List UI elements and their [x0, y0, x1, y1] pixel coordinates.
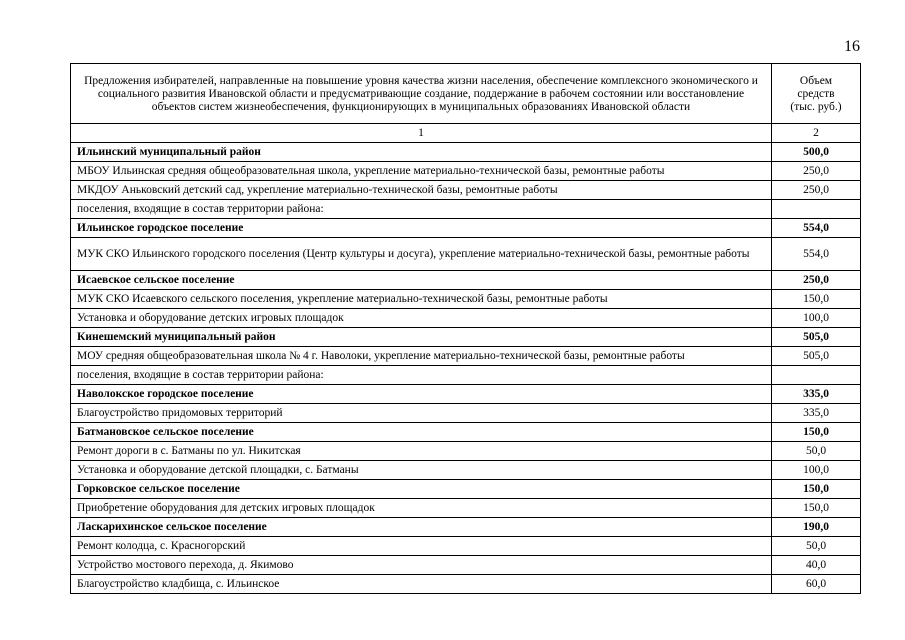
- table-row: [71, 271, 861, 290]
- table-row: [71, 347, 861, 366]
- row-text: Благоустройство придомовых территорий: [71, 404, 772, 423]
- column-number-2: 2: [772, 124, 861, 143]
- row-text: Кинешемский муниципальный район: [71, 328, 772, 347]
- row-text: Исаевское сельское поселение: [71, 271, 772, 290]
- row-value: 150,0: [772, 290, 861, 309]
- header-volume-line2: средств: [797, 87, 835, 100]
- row-text: поселения, входящие в состав территории района:: [71, 200, 772, 219]
- row-value: 250,0: [772, 162, 861, 181]
- table-row: [71, 238, 861, 271]
- table-row: [71, 442, 861, 461]
- table-row: [71, 143, 861, 162]
- header-volume-line1: Объем: [799, 74, 833, 87]
- table-row: [71, 461, 861, 480]
- row-value: 150,0: [772, 499, 861, 518]
- row-value: 50,0: [772, 442, 861, 461]
- row-value: 40,0: [772, 556, 861, 575]
- row-value: 505,0: [772, 347, 861, 366]
- row-value: 100,0: [772, 309, 861, 328]
- row-text: Горковское сельское поселение: [71, 480, 772, 499]
- table-header-row: [71, 64, 861, 124]
- row-text: МУК СКО Исаевского сельского поселения, укрепление материально-технической базы, ремонтные работы: [71, 290, 772, 309]
- row-value: 190,0: [772, 518, 861, 537]
- row-text: МБОУ Ильинская средняя общеобразовательная школа, укрепление материально-технической базы, ремонтные работы: [71, 162, 772, 181]
- page-number: 16: [844, 38, 860, 55]
- row-value: 554,0: [772, 219, 861, 238]
- table-row: [71, 575, 861, 594]
- header-proposals: Предложения избирателей, направленные на повышение уровня качества жизни населения, обеспечение комплексного экономического и социального развития Ивановской области и предусматривающие создание, поддержание в рабочем состоянии или восстановление объектов систем жизнеобеспечения, функционирующих в муниципальных образованиях Ивановской области: [71, 64, 772, 124]
- row-value: 554,0: [772, 238, 861, 271]
- row-text: Ремонт дороги в с. Батманы по ул. Никитская: [71, 442, 772, 461]
- row-value: 335,0: [772, 404, 861, 423]
- header-volume-line3: (тыс. руб.): [790, 100, 842, 113]
- row-value: 505,0: [772, 328, 861, 347]
- row-value: [772, 200, 861, 219]
- row-value: 335,0: [772, 385, 861, 404]
- column-number-row: [71, 124, 861, 143]
- table-row: [71, 499, 861, 518]
- row-value: 150,0: [772, 423, 861, 442]
- table-row: [71, 328, 861, 347]
- row-value: 60,0: [772, 575, 861, 594]
- column-number-1: 1: [71, 124, 772, 143]
- row-value: 500,0: [772, 143, 861, 162]
- table-row: [71, 404, 861, 423]
- table-row: [71, 162, 861, 181]
- row-value: 250,0: [772, 271, 861, 290]
- row-text: Ласкарихинское сельское поселение: [71, 518, 772, 537]
- table-row: [71, 290, 861, 309]
- proposals-table: [70, 63, 861, 594]
- row-text: Устройство мостового перехода, д. Якимово: [71, 556, 772, 575]
- table-row: [71, 518, 861, 537]
- row-value: 250,0: [772, 181, 861, 200]
- table-row: [71, 480, 861, 499]
- table-row: [71, 200, 861, 219]
- row-text: поселения, входящие в состав территории района:: [71, 366, 772, 385]
- row-text: Наволокское городское поселение: [71, 385, 772, 404]
- header-volume: [772, 64, 861, 124]
- row-text: МУК СКО Ильинского городского поселения (Центр культуры и досуга), укрепление материально-технической базы, ремонтные работы: [71, 238, 772, 271]
- row-text: Ремонт колодца, с. Красногорский: [71, 537, 772, 556]
- row-value: [772, 366, 861, 385]
- row-text: Ильинское городское поселение: [71, 219, 772, 238]
- row-text: МОУ средняя общеобразовательная школа № 4 г. Наволоки, укрепление материально-технической базы, ремонтные работы: [71, 347, 772, 366]
- table-row: [71, 181, 861, 200]
- table-row: [71, 309, 861, 328]
- row-text: Ильинский муниципальный район: [71, 143, 772, 162]
- table-row: [71, 556, 861, 575]
- row-text: Благоустройство кладбища, с. Ильинское: [71, 575, 772, 594]
- row-text: Приобретение оборудования для детских игровых площадок: [71, 499, 772, 518]
- table-row: [71, 423, 861, 442]
- row-text: Установка и оборудование детской площадки, с. Батманы: [71, 461, 772, 480]
- table-row: [71, 537, 861, 556]
- table-row: [71, 219, 861, 238]
- row-text: Установка и оборудование детских игровых площадок: [71, 309, 772, 328]
- table-row: [71, 366, 861, 385]
- row-value: 150,0: [772, 480, 861, 499]
- table-row: [71, 385, 861, 404]
- row-value: 100,0: [772, 461, 861, 480]
- row-text: МКДОУ Аньковский детский сад, укрепление материально-технической базы, ремонтные работы: [71, 181, 772, 200]
- row-value: 50,0: [772, 537, 861, 556]
- row-text: Батмановское сельское поселение: [71, 423, 772, 442]
